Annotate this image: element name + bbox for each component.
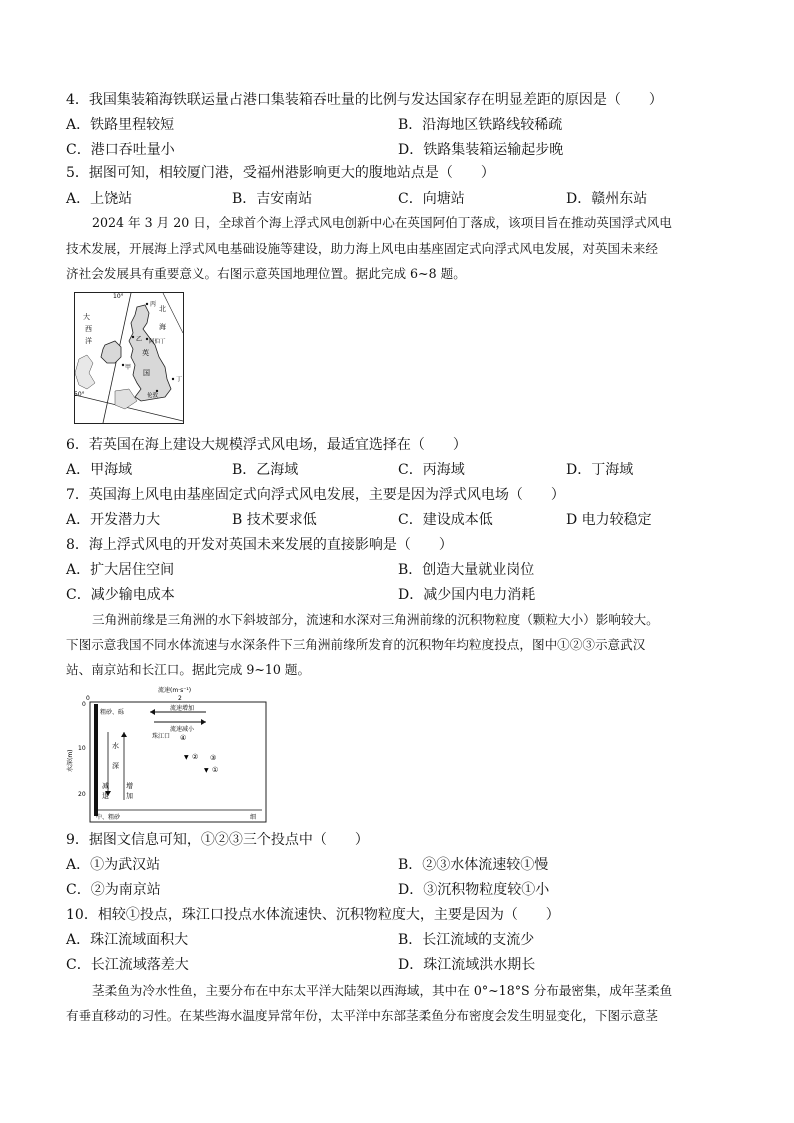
q4-option-b: B．沿海地区铁路线较稀疏 <box>398 117 563 133</box>
passage3-line2: 有垂直移动的习性。在某些海水温度异常年份，太平洋中东部茎柔鱼分布密度会发生明显变化，下图示意茎 <box>66 1008 658 1023</box>
chart-dec-label1: 减 <box>102 782 109 790</box>
coarse-bar <box>94 704 98 816</box>
passage3-line1: 茎柔鱼为冷水性鱼，主要分布在中东太平洋大陆架以西海域，其中在 0°~18°S 分布最密集，成年茎柔鱼 <box>92 983 673 998</box>
passage1-line1: 2024 年 3 月 20 日，全球首个海上浮式风电创新中心在英国阿伯丁落成，该项目旨在推动英国浮式风电 <box>92 215 672 230</box>
map-yi-label: 乙 <box>136 336 143 343</box>
map-bing-label: 丙 <box>150 301 157 308</box>
q10-option-d: D．珠江流域洪水期长 <box>398 957 536 973</box>
map-ding-label: 丁 <box>176 376 183 383</box>
q10-option-c: C．长江流域落差大 <box>66 957 189 973</box>
chart-title: 流速(m·s⁻¹) <box>158 687 192 694</box>
chart-point-3: ③ <box>210 754 217 762</box>
q9-option-d: D．③沉积物粒度较①小 <box>398 882 550 898</box>
q6-option-b: B．乙海域 <box>232 462 299 478</box>
q8-option-c: C．减少输电成本 <box>66 587 175 603</box>
map-ocean-label1: 大 <box>83 313 90 321</box>
map-ocean-label2: 西 <box>85 325 92 333</box>
delta-sediment-figure <box>66 684 270 826</box>
chart-depth-label: 深 <box>112 762 119 770</box>
chart-xtick-0: 0 <box>86 695 90 702</box>
chart-increase-label: 增 <box>126 782 133 790</box>
jia-marker <box>122 364 124 366</box>
q8-option-b: B．创造大量就业岗位 <box>398 562 535 578</box>
chart-xtick-2: 2 <box>178 695 182 702</box>
q5-option-a: A．上饶站 <box>66 191 133 207</box>
southern-land <box>115 389 137 409</box>
q5-option-b: B．吉安南站 <box>232 191 313 207</box>
chart-ylabel: 水深(m) <box>67 749 74 772</box>
yi-marker <box>132 336 134 338</box>
q4-option-c: C．港口吞吐量小 <box>66 142 175 158</box>
chart-dec-label2: 退 <box>102 792 109 800</box>
chart-increase-label2: 加 <box>126 792 133 800</box>
q9-option-b: B．②③水体流速较①慢 <box>398 857 549 873</box>
map-sea-label2: 海 <box>159 323 166 331</box>
q5-option-c: C．向塘站 <box>398 191 465 207</box>
q7-option-b: B 技术要求低 <box>232 512 317 528</box>
ding-marker <box>172 378 174 380</box>
q6-option-a: A．甲海域 <box>66 462 133 478</box>
chart-zhujiang: 珠江口 <box>152 733 171 740</box>
chart-ytick-20: 20 <box>78 791 86 798</box>
q8-option-d: D．减少国内电力消耗 <box>398 587 536 603</box>
q10-stem: 10．相较①投点，珠江口投点水体流速快、沉积物粒度大，主要是因为（ ） <box>66 907 560 923</box>
coast-shading <box>75 355 95 389</box>
q8-option-a: A．扩大居住空间 <box>66 562 175 578</box>
chart-ytick-10: 10 <box>78 745 86 752</box>
chart-bottom-right: 细 <box>250 814 257 821</box>
q5-stem: 5．据图可知，相较厦门港，受福州港影响更大的腹地站点是（ ） <box>66 165 495 181</box>
q6-option-d: D．丁海域 <box>566 462 634 478</box>
map-lon-label: 10° <box>113 293 124 300</box>
q9-stem: 9．据图文信息可知，①②③三个投点中（ ） <box>66 832 369 848</box>
q7-option-d: D 电力较稳定 <box>566 512 652 528</box>
london-marker <box>156 390 158 392</box>
chart-water-label: 水 <box>112 742 119 750</box>
map-sea-label1: 北 <box>159 305 166 313</box>
chart-bottom-left: 中、粗砂 <box>96 814 121 821</box>
chart-point-4: ④ <box>180 734 187 742</box>
map-country-label1: 英 <box>142 349 149 357</box>
uk-map <box>75 293 183 423</box>
q4-option-d: D．铁路集装箱运输起步晚 <box>398 142 564 158</box>
passage2-line3: 站、南京站和长江口。据此完成 9~10 题。 <box>66 662 311 677</box>
chart-coarse-label: 粗砂、砾 <box>100 709 125 716</box>
chart-flow-up: 流速增加 <box>170 705 195 712</box>
ireland-island <box>101 341 121 363</box>
chart-marker-1: ▼ <box>204 767 209 774</box>
map-country-label2: 国 <box>143 369 150 377</box>
aberdeen-marker <box>146 338 148 340</box>
q4-option-a: A．铁路里程较短 <box>66 117 175 133</box>
delta-sediment-chart <box>66 684 270 826</box>
q5-option-d: D．赣州东站 <box>566 191 648 207</box>
q7-option-c: C．建设成本低 <box>398 512 493 528</box>
chart-marker-2: ▼ <box>184 754 189 761</box>
q10-option-a: A．珠江流域面积大 <box>66 932 189 948</box>
q6-stem: 6．若英国在海上建设大规模浮式风电场，最适宜选择在（ ） <box>66 437 467 453</box>
map-city-aberdeen: 阿伯丁 <box>149 339 166 345</box>
passage1-line3: 济社会发展具有重要意义。右图示意英国地理位置。据此完成 6~8 题。 <box>66 266 466 281</box>
passage2-line2: 下图示意我国不同水体流速与水深条件下三角洲前缘所发育的沉积物年均粒度投点，图中①②③示意武汉 <box>66 637 646 652</box>
map-ocean-label3: 洋 <box>85 337 92 345</box>
q7-option-a: A．开发潜力大 <box>66 512 161 528</box>
q4-stem: 4．我国集装箱海铁联运量占港口集装箱吞吐量的比例与发达国家存在明显差距的原因是（ ） <box>66 92 663 108</box>
bing-marker <box>146 303 148 305</box>
chart-point-2: ② <box>192 753 199 761</box>
chart-ytick-0: 0 <box>82 701 86 708</box>
great-britain-island <box>129 305 171 401</box>
chart-flow-down: 流速减小 <box>170 726 195 733</box>
chart-point-1: ① <box>212 766 219 774</box>
map-jia-label: 甲 <box>125 364 132 371</box>
uk-map-figure <box>74 292 184 424</box>
q9-option-a: A．①为武汉站 <box>66 857 161 873</box>
passage2-line1: 三角洲前缘是三角洲的水下斜坡部分，流速和水深对三角洲前缘的沉积物粒度（颗粒大小）影响较大。 <box>92 612 659 627</box>
q8-stem: 8．海上浮式风电的开发对英国未来发展的直接影响是（ ） <box>66 537 453 553</box>
q10-option-b: B．长江流域的支流少 <box>398 932 535 948</box>
q7-stem: 7．英国海上风电由基座固定式向浮式风电发展，主要是因为浮式风电场（ ） <box>66 487 565 503</box>
q6-option-c: C．丙海域 <box>398 462 465 478</box>
passage1-line2: 技术发展，开展海上浮式风电基础设施等建设，助力海上风电由基座固定式向浮式风电发展，对英国未来经 <box>66 241 658 256</box>
q9-option-c: C．②为南京站 <box>66 882 161 898</box>
map-city-london: 伦敦 <box>147 393 159 399</box>
map-lat-label: 50° <box>75 391 85 398</box>
